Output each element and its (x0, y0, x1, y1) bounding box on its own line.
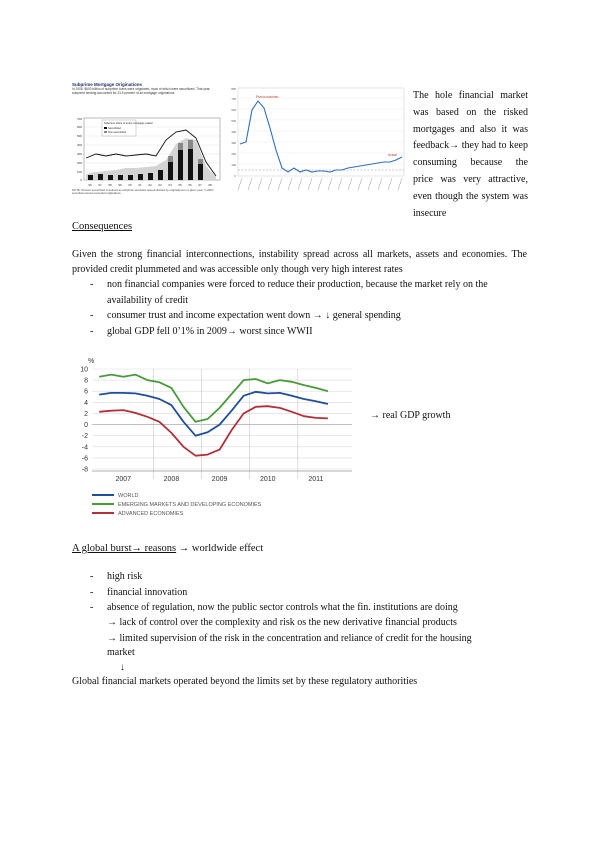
y-tick: 700 (76, 117, 82, 121)
figure-subtitle: In 2006, $600 billion of subprime loans were originated, most of which were securitized. That year, subprime lending accounted for 23.5 percent of all mortgage originations. (72, 87, 211, 95)
list-item: - consumer trust and income expectation went down → ↓ general spending (90, 310, 401, 321)
x-tick: 07 (198, 183, 202, 187)
subprime-originations-figure (72, 82, 222, 204)
x-tick: 06 (188, 183, 192, 187)
list-item: - absence of regulation, now the public sector controls what the fin. institutions are doing (90, 602, 458, 613)
legend-label: ADVANCED ECONOMIES (118, 511, 184, 518)
y-tick-label: -6 (81, 455, 88, 463)
figure-title: Subprime Mortgage Originations (72, 82, 143, 87)
sub-point-supervision: → limited supervision of the risk in the concentration and reliance of credit for the housing (107, 633, 472, 644)
y-tick: 700 (231, 97, 236, 101)
list-item: - non financial companies were forced to reduce their production, because the market rely on the availability of credit (90, 279, 488, 306)
x-tick: 03 (158, 183, 162, 187)
y-tick: 300 (231, 141, 236, 145)
y-tick-label: 6 (84, 388, 88, 396)
x-tick: 05 (178, 183, 182, 187)
down-arrow: ↓ (120, 662, 125, 673)
side-commentary: The hole financial market was based on the risked mortgages and also it was feedback→ they had to keep consuming because the price was very attractive, even though the system was insecure (413, 90, 528, 219)
y-tick-label: -4 (81, 444, 88, 452)
x-tick: 04 (168, 183, 172, 187)
series-line (99, 375, 328, 422)
y-tick-label: 4 (84, 399, 88, 407)
x-tick: 99 (118, 183, 122, 187)
y-tick: 0 (234, 174, 236, 178)
consequences-heading: Consequences (72, 221, 133, 232)
y-tick-label: -8 (81, 466, 88, 474)
sub-point-control: → lack of control over the complexity and risk os the new derivative financial products (107, 617, 457, 628)
y-tick-label: 8 (84, 377, 88, 385)
peak-annotation: Precio máximo (256, 95, 279, 99)
y-tick: 800 (231, 87, 236, 91)
y-tick: 400 (231, 130, 236, 134)
legend-nonsecuritized: Non-securitized (108, 131, 127, 134)
x-tick-label: 2011 (308, 476, 324, 483)
gdp-note: → real GDP growth (370, 410, 451, 421)
global-burst-heading (72, 543, 263, 554)
y-tick: 500 (76, 134, 82, 138)
y-tick: 100 (76, 170, 82, 174)
gdp-growth-chart (72, 351, 362, 526)
x-tick: 02 (148, 183, 152, 187)
y-tick-label: 0 (84, 422, 88, 430)
sub-point-supervision-cont: market (107, 647, 135, 658)
conclusion-line: Global financial markets operated beyond the limits set by these regulatory authorities (72, 676, 418, 687)
x-tick: 98 (108, 183, 112, 187)
y-tick-label: 10 (80, 366, 88, 374)
y-tick: 300 (76, 152, 82, 156)
x-tick-label: 2008 (163, 476, 180, 483)
consequences-list (90, 277, 527, 339)
list-item: - financial innovation (90, 586, 188, 598)
x-tick-label: 2009 (211, 476, 228, 483)
legend-label: WORLD (118, 493, 139, 500)
list-item: - high risk (90, 571, 143, 582)
price-line-figure (228, 86, 406, 202)
x-tick-label: 2010 (259, 476, 276, 483)
y-tick: 500 (231, 119, 236, 123)
legend-securitized: Securitized (108, 127, 121, 130)
y-tick-label: -2 (81, 433, 88, 441)
y-tick: 400 (76, 143, 82, 147)
y-tick: 600 (231, 108, 236, 112)
gdp-chart-svg (72, 351, 362, 526)
x-tick: 08 (208, 183, 212, 187)
x-tick: 97 (98, 183, 102, 187)
y-tick-label: 2 (84, 410, 88, 418)
y-tick: 600 (76, 125, 82, 129)
y-tick: 200 (231, 152, 236, 156)
y-axis-label: % (88, 358, 95, 365)
list-item: - global GDP fell 0’1% in 2009→ worst since WWII (90, 325, 313, 337)
legend-share: Subprime share of entire mortgage market (104, 122, 153, 125)
reasons-list (90, 569, 527, 616)
consequences-paragraph: Given the strong financial interconnections, instability spread across all markets, assets and economies. The provided credit plummeted and was accessible only though very high interest rates (72, 249, 527, 275)
current-annotation: Actual (388, 153, 397, 157)
figure-footnote: NOTE: Percent securitized is defined as subprime securities issued divided by originations in a given year. In 2007, securities issued exceeded originations. (72, 189, 215, 196)
y-tick: 100 (231, 163, 236, 167)
x-tick: 01 (138, 183, 142, 187)
x-tick: 00 (128, 183, 132, 187)
legend-label: EMERGING MARKETS AND DEVELOPING ECONOMIES (118, 502, 262, 509)
y-tick: 0 (80, 178, 82, 182)
x-tick-label: 2007 (115, 476, 132, 483)
global-burst-heading-underlined: A global burst→ reasons (72, 543, 177, 554)
x-tick: 96 (88, 183, 92, 187)
y-tick: 200 (76, 161, 82, 165)
global-burst-heading-rest: → worldwide effect (176, 543, 264, 554)
